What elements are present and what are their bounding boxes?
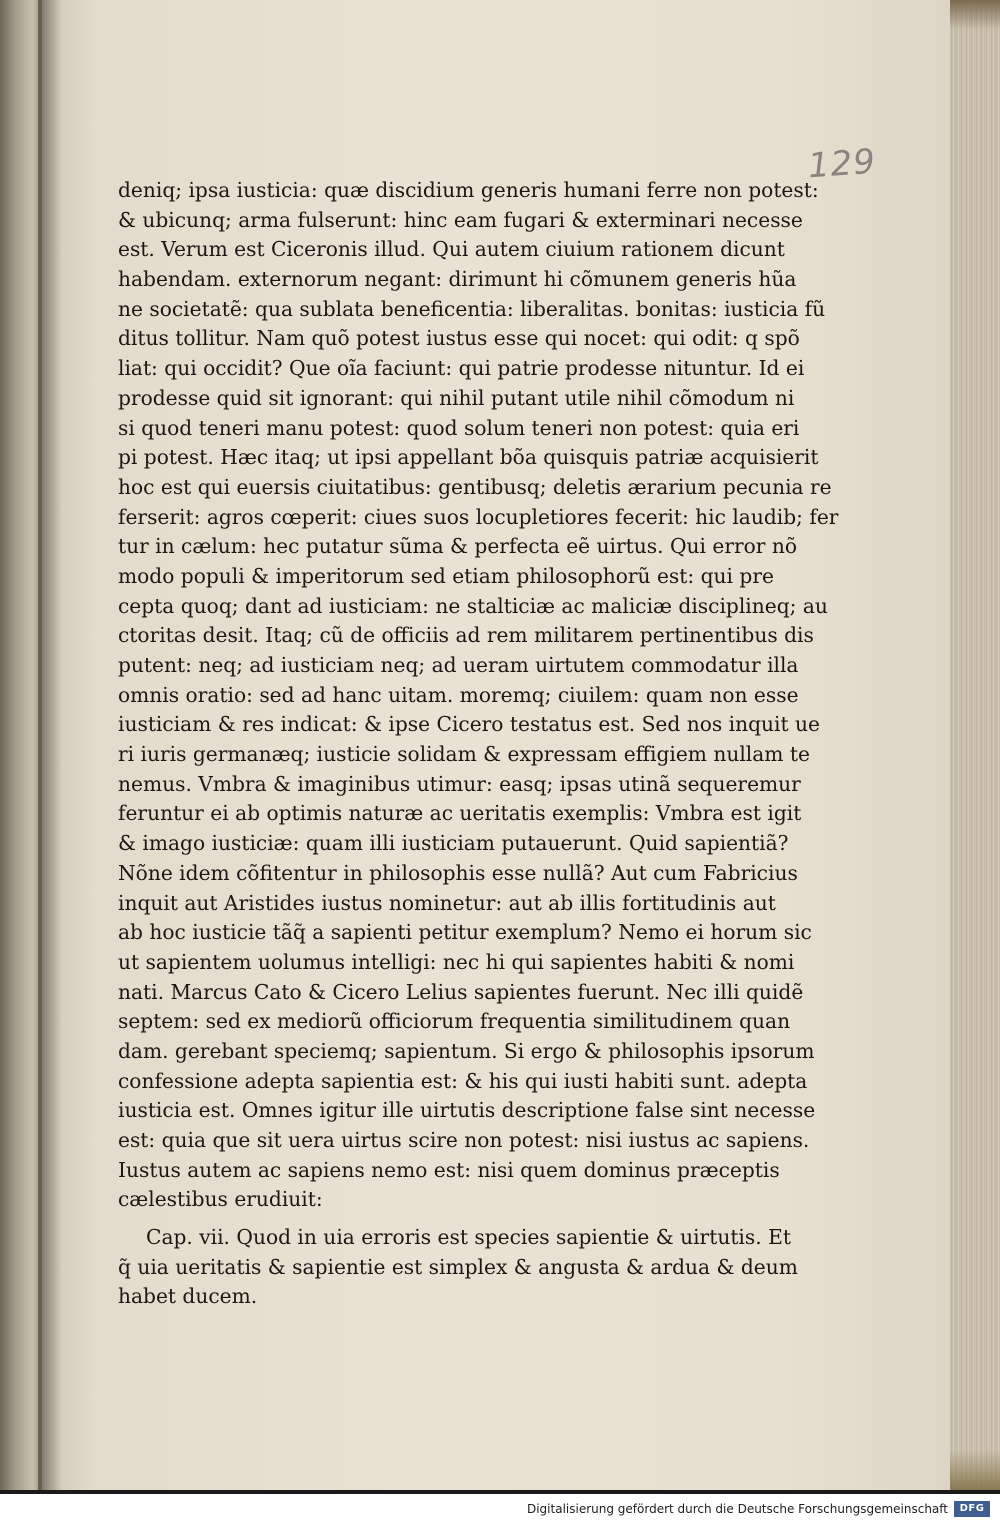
text-line: ut sapientem uolumus intelligi: nec hi qui sapientes habiti & nomi	[118, 949, 795, 974]
text-line: iusticiam & res indicat: & ipse Cicero testatus est. Sed nos inquit ue	[118, 712, 820, 737]
text-line: inquit aut Aristides iustus nominetur: aut ab illis fortitudinis aut	[118, 890, 776, 915]
text-line: si quod teneri manu potest: quod solum teneri non potest: quia eri	[118, 415, 800, 440]
main-text-block	[118, 176, 839, 1312]
text-line: nati. Marcus Cato & Cicero Lelius sapientes fuerunt. Nec illi quidẽ	[118, 979, 804, 1004]
text-line: ferserit: agros cœperit: ciues suos locupletiores fecerit: hic laudib; fer	[118, 504, 839, 529]
text-line: nemus. Vmbra & imaginibus utimur: easq; ipsas utinã sequeremur	[118, 771, 801, 796]
text-line: confessione adepta sapientia est: & his qui iusti habiti sunt. adepta	[118, 1068, 808, 1093]
text-line: tur in cælum: hec putatur sũma & perfecta eẽ uirtus. Qui error nõ	[118, 534, 798, 559]
text-line: & ubicunq; arma fulserunt: hinc eam fugari & exterminari necesse	[118, 207, 803, 232]
text-line: cepta quoq; dant ad iusticiam: ne stalticiæ ac maliciæ disciplineq; au	[118, 593, 828, 618]
text-line: dam. gerebant speciemq; sapientum. Si ergo & philosophis ipsorum	[118, 1038, 815, 1063]
text-line: ditus tollitur. Nam quõ potest iustus esse qui nocet: qui odit: q spõ	[118, 326, 800, 351]
text-line: deniq; ipsa iusticia: quæ discidium generis humani ferre non potest:	[118, 178, 819, 202]
folio-number: 129	[806, 141, 878, 187]
text-line: ri iuris germanæq; iusticie solidam & expressam effigiem nullam te	[118, 742, 810, 767]
text-line: ab hoc iusticie tãq̃ a sapienti petitur exemplum? Nemo ei horum sic	[118, 920, 812, 945]
text-line: est: quia que sit uera uirtus scire non potest: nisi iustus ac sapiens.	[118, 1128, 810, 1152]
text-line: putent: neq; ad iusticiam neq; ad ueram uirtutem commodatur illa	[118, 653, 799, 677]
text-line: habet ducem.	[118, 1284, 258, 1309]
text-line: q̃ uia ueritatis & sapientie est simplex & angusta & ardua & deum	[118, 1254, 798, 1279]
text-line: liat: qui occidit? Que oĩa faciunt: qui patrie prodesse nituntur. Id ei	[118, 356, 805, 381]
footer-bar	[0, 1494, 1000, 1526]
text-line: est. Verum est Ciceronis illud. Qui autem ciuium rationem dicunt	[118, 237, 785, 262]
text-line: & imago iusticiæ: quam illi iusticiam putauerunt. Quid sapientiã?	[118, 831, 789, 856]
text-line: pi potest. Hæc itaq; ut ipsi appellant bõa quisquis patriæ acquisierit	[118, 445, 819, 470]
funding-credit: Digitalisierung gefördert durch die Deutsche Forschungsgemeinschaft	[526, 1502, 948, 1516]
text-line: prodesse quid sit ignorant: qui nihil putant utile nihil cõmodum ni	[118, 385, 795, 410]
text-line: omnis oratio: sed ad hanc uitam. moremq; ciuilem: quam non esse	[118, 682, 799, 707]
dfg-logo: DFG	[954, 1501, 990, 1517]
body-paragraph	[118, 176, 839, 1215]
chapter-heading	[118, 1223, 798, 1312]
text-line: septem: sed ex mediorũ officiorum frequentia similitudinem quan	[118, 1009, 791, 1034]
text-line: habendam. externorum negant: dirimunt hi cõmunem generis hũa	[118, 267, 797, 292]
text-line: modo populi & imperitorum sed etiam philosophorũ est: qui pre	[118, 563, 774, 588]
page-fore-edge	[950, 0, 1000, 1490]
text-line: ne societatẽ: qua sublata beneficentia: liberalitas. bonitas: iusticia fũ	[118, 296, 826, 321]
text-line: iusticia est. Omnes igitur ille uirtutis descriptione false sint necesse	[118, 1098, 816, 1123]
text-line: Cap. vii. Quod in uia erroris est species sapientie & uirtutis. Et	[146, 1225, 791, 1250]
gutter-shadow	[38, 0, 62, 1490]
text-line: Nõne idem cõfitentur in philosophis esse nullã? Aut cum Fabricius	[118, 860, 798, 885]
text-line: cælestibus erudiuit:	[118, 1187, 323, 1212]
text-line: Iustus autem ac sapiens nemo est: nisi quem dominus præceptis	[118, 1157, 780, 1182]
text-line: feruntur ei ab optimis naturæ ac ueritatis exemplis: Vmbra est igit	[118, 801, 802, 826]
text-line: ctoritas desit. Itaq; cũ de officiis ad rem militarem pertinentibus dis	[118, 623, 814, 648]
text-line: hoc est qui euersis ciuitatibus: gentibusq; deletis ærarium pecunia re	[118, 474, 832, 499]
